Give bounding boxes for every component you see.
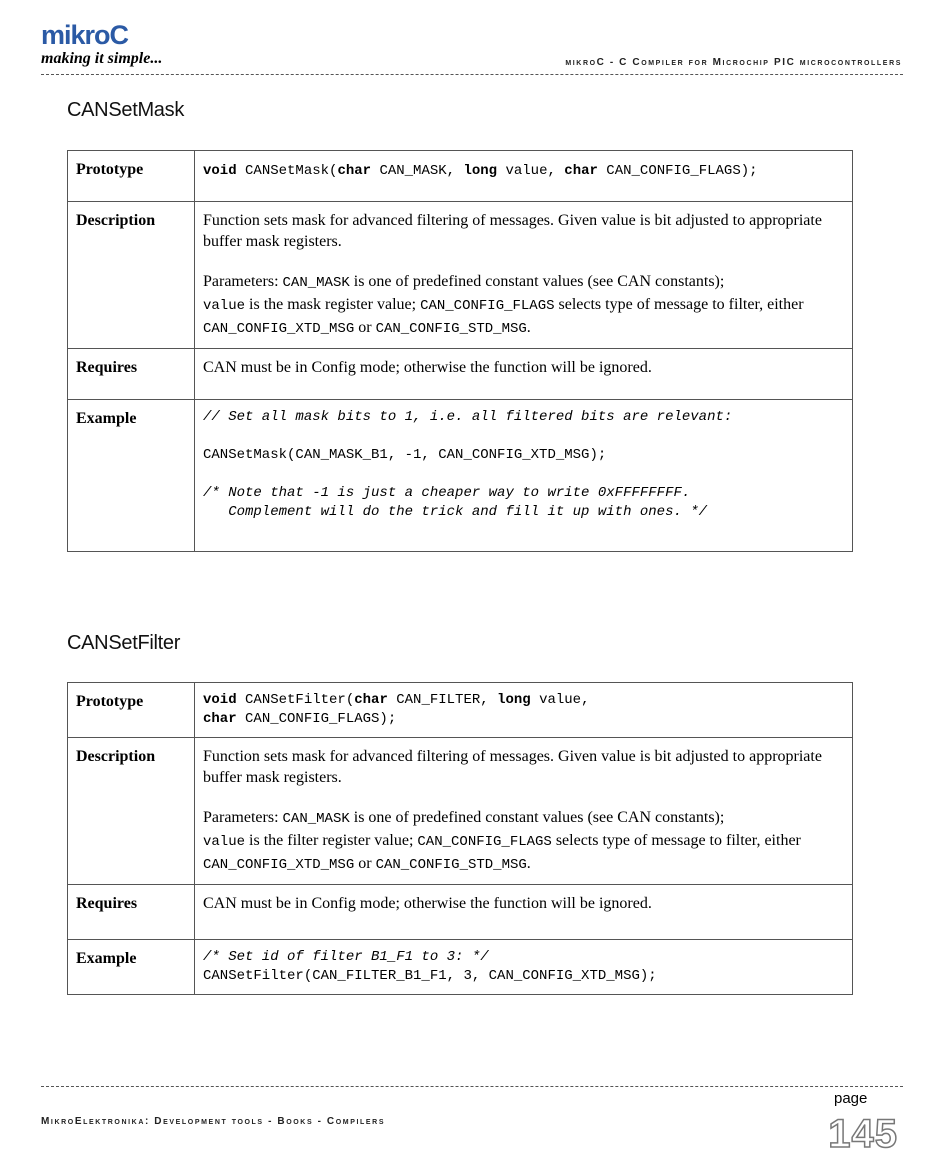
prototype-cell: [195, 683, 853, 738]
footer-text: MikroElektronika: Development tools - Books - Compilers: [41, 1116, 386, 1127]
example-comment: Complement will do the trick and fill it up with ones. */: [203, 504, 708, 520]
example-cell: [195, 400, 853, 552]
description-row: [68, 202, 853, 349]
example-label: Example: [68, 400, 195, 552]
page-label: page: [834, 1090, 868, 1107]
footer-divider: [41, 1086, 903, 1087]
logo-text: mikroC: [41, 20, 129, 50]
example-label: Example: [68, 940, 195, 995]
example-row: [68, 400, 853, 552]
prototype-code: void CANSetFilter(char CAN_FILTER, long value,: [203, 692, 590, 708]
logo-tagline: making it simple...: [41, 50, 163, 67]
description-label: Description: [68, 202, 195, 349]
example-comment: // Set all mask bits to 1, i.e. all filtered bits are relevant:: [203, 409, 733, 425]
section-title-cansetfilter: CANSetFilter: [67, 632, 181, 654]
brand-logo: [41, 20, 162, 67]
requires-row: [68, 885, 853, 940]
example-row: [68, 940, 853, 995]
description-text: Function sets mask for advanced filtering of messages. Given value is bit adjusted to appropriate buffer mask registers.: [203, 212, 822, 250]
example-cell: [195, 940, 853, 995]
example-comment: /* Note that -1 is just a cheaper way to write 0xFFFFFFFF.: [203, 485, 691, 501]
prototype-label: Prototype: [68, 151, 195, 202]
prototype-label: Prototype: [68, 683, 195, 738]
description-cell: [195, 202, 853, 349]
header-divider: [41, 74, 903, 75]
requires-row: [68, 349, 853, 400]
page-number: 145: [828, 1112, 898, 1156]
description-row: [68, 738, 853, 885]
header-title: mikroC - C Compiler for Microchip PIC microcontrollers: [565, 57, 902, 68]
example-code: CANSetFilter(CAN_FILTER_B1_F1, 3, CAN_CONFIG_XTD_MSG);: [203, 968, 657, 984]
description-cell: [195, 738, 853, 885]
description-label: Description: [68, 738, 195, 885]
prototype-cell: [195, 151, 853, 202]
prototype-row: [68, 683, 853, 738]
prototype-code: char CAN_CONFIG_FLAGS);: [203, 711, 397, 727]
cansetmask-table: [67, 150, 853, 552]
requires-text: CAN must be in Config mode; otherwise the function will be ignored.: [195, 885, 853, 940]
requires-label: Requires: [68, 349, 195, 400]
example-code: CANSetMask(CAN_MASK_B1, -1, CAN_CONFIG_XTD_MSG);: [203, 447, 607, 463]
prototype-code: void CANSetMask(char CAN_MASK, long value, char CAN_CONFIG_FLAGS);: [203, 163, 758, 179]
example-comment: /* Set id of filter B1_F1 to 3: */: [203, 949, 489, 965]
parameters-text: Parameters: CAN_MASK is one of predefined constant values (see CAN constants); value is the mask register value; CAN_CONFIG_FLAGS selects type of message to filter, either CAN_CONFIG_XTD_MSG or CAN_CONFIG_STD_MSG.: [203, 273, 804, 337]
parameters-text: Parameters: CAN_MASK is one of predefined constant values (see CAN constants); value is the filter register value; CAN_CONFIG_FLAGS selects type of message to filter, either CAN_CONFIG_XTD_MSG or CAN_CONFIG_STD_MSG.: [203, 809, 801, 873]
cansetfilter-table: [67, 682, 853, 995]
prototype-row: [68, 151, 853, 202]
requires-label: Requires: [68, 885, 195, 940]
requires-text: CAN must be in Config mode; otherwise the function will be ignored.: [195, 349, 853, 400]
description-text: Function sets mask for advanced filtering of messages. Given value is bit adjusted to appropriate buffer mask registers.: [203, 748, 822, 786]
section-title-cansetmask: CANSetMask: [67, 99, 185, 121]
